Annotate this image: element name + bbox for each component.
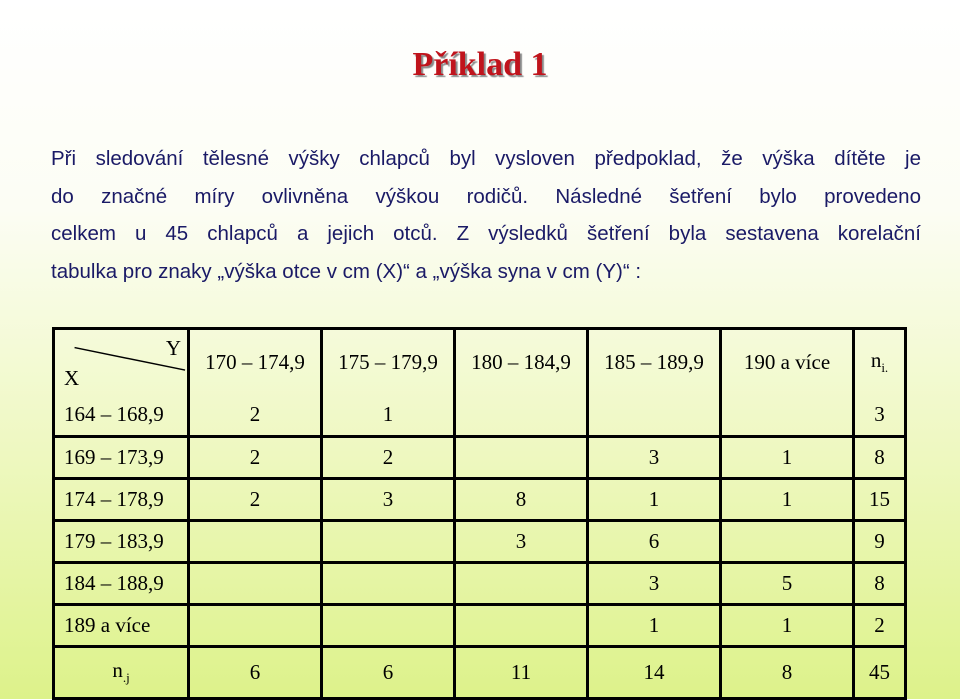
col-header: 185 – 189,9 [588,329,721,395]
col-header: 180 – 184,9 [455,329,588,395]
freq-cell: 6 [588,521,721,563]
table-row [54,437,906,479]
text-line: tabulka pro znaky „výška otce v cm (X)“ a „výška syna v cm (Y)“ : [51,259,642,283]
freq-cell [455,605,588,647]
freq-cell [322,605,455,647]
freq-cell: 2 [189,479,322,521]
freq-cell: 1 [721,479,854,521]
row-label: 189 a více [54,605,189,647]
table-row [54,605,906,647]
grand-total: 45 [854,647,906,699]
table-row [54,395,906,437]
freq-cell: 2 [189,437,322,479]
corner-cell [54,329,189,395]
row-total: 2 [854,605,906,647]
freq-cell [455,437,588,479]
row-label: 164 – 168,9 [54,395,189,437]
freq-cell: 1 [322,395,455,437]
freq-cell: 1 [721,605,854,647]
text-line: do značné míry ovlivněna výškou rodičů. Následné šetření bylo provedeno [51,184,921,208]
freq-cell: 1 [588,479,721,521]
total-row [54,647,906,699]
col-header: 190 a více [721,329,854,395]
row-total-sub: i. [881,360,889,376]
text-line: celkem u 45 chlapců a jejich otců. Z výsledků šetření byla sestavena korelační [51,222,921,245]
col-header: 175 – 179,9 [322,329,455,395]
corner-x-label: X [64,365,80,390]
row-total-base: n [870,348,882,373]
correlation-table [52,327,907,700]
table-row [54,479,906,521]
row-total: 15 [854,479,906,521]
freq-cell: 8 [455,479,588,521]
freq-cell [721,521,854,563]
col-total-label [54,647,189,699]
corner-y-label: Y [165,336,181,360]
col-total: 6 [322,647,455,699]
slide-title: Příklad 1 [412,46,548,83]
col-total: 14 [588,647,721,699]
freq-cell [189,605,322,647]
freq-cell [455,395,588,437]
problem-text [51,140,921,290]
freq-cell: 3 [322,479,455,521]
col-total-base: n [112,658,123,683]
row-total: 3 [854,395,906,437]
row-total: 9 [854,521,906,563]
freq-cell: 5 [721,563,854,605]
freq-cell: 2 [189,395,322,437]
freq-cell [189,521,322,563]
row-label: 169 – 173,9 [54,437,189,479]
freq-cell [721,395,854,437]
freq-cell: 3 [455,521,588,563]
row-total: 8 [854,563,906,605]
freq-cell [322,563,455,605]
freq-cell [189,563,322,605]
freq-cell: 3 [588,563,721,605]
row-label: 174 – 178,9 [54,479,189,521]
row-label: 184 – 188,9 [54,563,189,605]
col-total: 11 [455,647,588,699]
freq-cell: 1 [588,605,721,647]
col-total: 6 [189,647,322,699]
row-total-header [854,329,906,395]
freq-cell [588,395,721,437]
text-line: Při sledování tělesné výšky chlapců byl vysloven předpoklad, že výška dítěte je [51,147,921,170]
col-total: 8 [721,647,854,699]
freq-cell: 2 [322,437,455,479]
table-row [54,521,906,563]
freq-cell [322,521,455,563]
table-row [54,563,906,605]
row-label: 179 – 183,9 [54,521,189,563]
col-header: 170 – 174,9 [189,329,322,395]
freq-cell: 1 [721,437,854,479]
col-total-sub: .j [122,670,130,686]
freq-cell: 3 [588,437,721,479]
row-total: 8 [854,437,906,479]
freq-cell [455,563,588,605]
